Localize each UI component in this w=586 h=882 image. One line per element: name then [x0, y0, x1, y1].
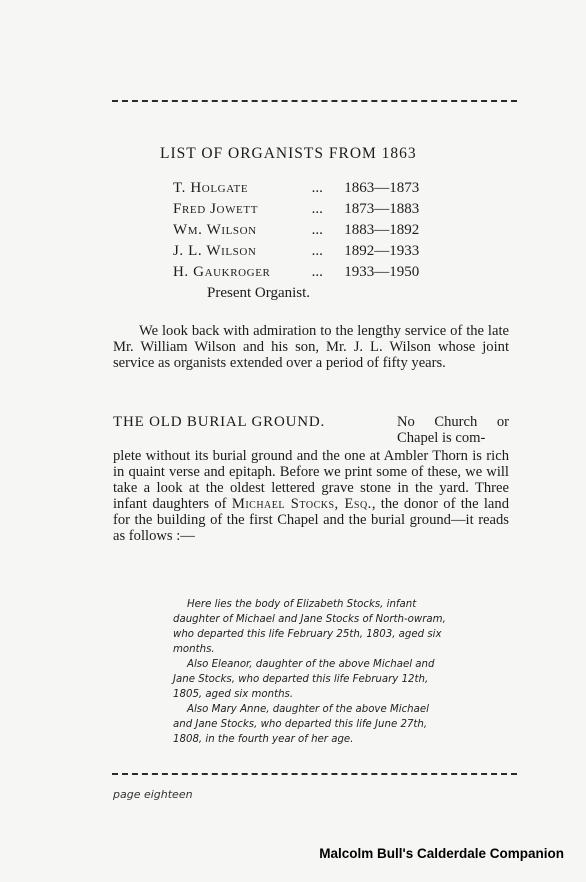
organist-years: 1892—1933 — [344, 243, 420, 259]
burial-text: , the donor of the land for the building of the first Chapel and the burial ground—it reads as follows :— — [113, 496, 509, 544]
organist-row — [173, 220, 463, 241]
organist-years: 1873—1883 — [344, 201, 420, 217]
donor-name: Michael Stocks, Esq. — [231, 496, 372, 512]
organist-row — [173, 178, 463, 199]
epitaph-line: Also Eleanor, daughter of the above Michael and Jane Stocks, who departed this life February 12th, 1805, aged six months. — [173, 659, 435, 700]
organist-row — [173, 199, 463, 220]
organist-row — [173, 262, 463, 283]
organist-name: T. Holgate — [173, 180, 249, 196]
leader-dots: ... — [311, 264, 323, 280]
leader-dots: ... — [311, 180, 323, 196]
organist-years: 1863—1873 — [344, 180, 420, 196]
burial-paragraph — [113, 448, 509, 544]
organist-list — [173, 178, 463, 303]
epitaph-line: Here lies the body of Elizabeth Stocks, infant daughter of Michael and Jane Stocks of North-owram, who departed this life February 25th, 1803, aged six months. — [173, 599, 446, 655]
burial-text: plete without its burial ground and the one at Ambler Thorn is rich in quaint verse and epitaph. Before we print some of these, we will take a look at the oldest lettered grave stone in the yard. Three infant daughters of — [113, 448, 509, 512]
bottom-divider — [112, 773, 517, 775]
present-organist-note: Present Organist. — [207, 285, 311, 301]
source-credit: Malcolm Bull's Calderdale Companion — [319, 846, 564, 861]
leader-dots: ... — [311, 201, 323, 217]
organist-name: Wm. Wilson — [173, 222, 257, 238]
organist-years: 1883—1892 — [344, 222, 420, 238]
organist-name: H. Gaukroger — [173, 264, 271, 280]
intro-paragraph: We look back with admiration to the lengthy service of the late Mr. William Wilson and his son, Mr. J. L. Wilson whose joint service as organists extended over a period of fifty years. — [113, 323, 509, 371]
organist-row — [173, 241, 463, 262]
organist-name: J. L. Wilson — [173, 243, 257, 259]
organist-name: Fred Jowett — [173, 201, 259, 217]
organist-years: 1933—1950 — [344, 264, 420, 280]
leader-dots: ... — [311, 222, 323, 238]
epitaph-inscription — [173, 597, 450, 747]
leader-dots: ... — [311, 243, 323, 259]
epitaph-line: Also Mary Anne, daughter of the above Michael and Jane Stocks, who departed this life June 27th, 1808, in the fourth year of her age. — [173, 704, 429, 745]
page-number: page eighteen — [113, 788, 193, 801]
top-divider — [112, 100, 517, 102]
section-lead-text: No Church or Chapel is com- — [397, 414, 509, 446]
section-heading: THE OLD BURIAL GROUND. — [113, 414, 326, 430]
list-heading: LIST OF ORGANISTS FROM 1863 — [160, 145, 417, 162]
